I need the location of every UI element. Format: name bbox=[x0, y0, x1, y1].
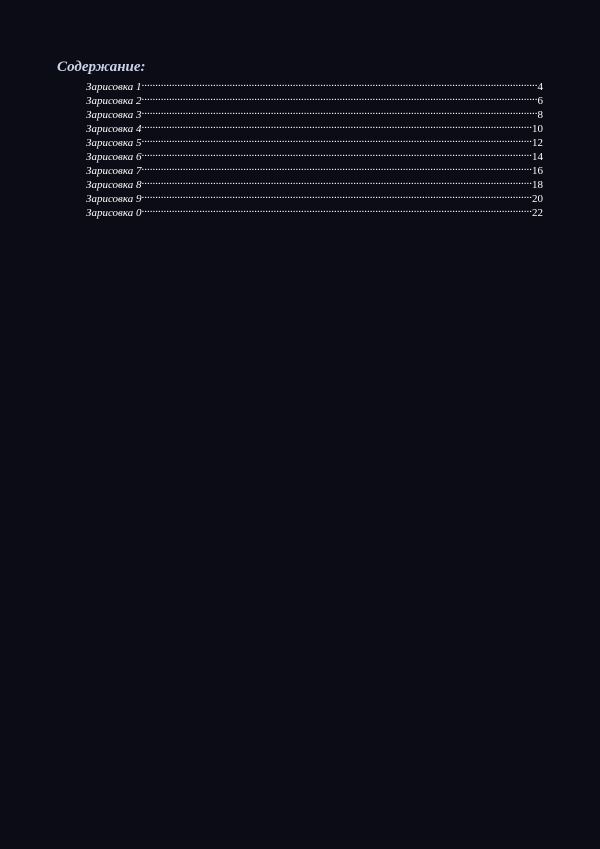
toc-entry-label: Зарисовка 4 bbox=[86, 123, 142, 135]
toc-entry-label: Зарисовка 0 bbox=[86, 207, 142, 219]
toc-entry-label: Зарисовка 5 bbox=[86, 137, 142, 149]
table-of-contents bbox=[57, 58, 543, 219]
toc-dot-leader bbox=[141, 188, 532, 202]
toc-entry-label: Зарисовка 7 bbox=[86, 165, 142, 177]
toc-entry-page: 20 bbox=[532, 193, 543, 205]
toc-list bbox=[57, 76, 543, 219]
toc-entry[interactable] bbox=[86, 118, 543, 135]
toc-entry-page: 4 bbox=[537, 81, 543, 93]
toc-entry[interactable] bbox=[86, 132, 543, 149]
toc-dot-leader bbox=[141, 160, 532, 174]
toc-entry-page: 18 bbox=[532, 179, 543, 191]
toc-entry-label: Зарисовка 8 bbox=[86, 179, 142, 191]
toc-entry[interactable] bbox=[86, 76, 543, 93]
toc-dot-leader bbox=[141, 146, 532, 160]
toc-entry[interactable] bbox=[86, 188, 543, 205]
toc-entry[interactable] bbox=[86, 90, 543, 107]
toc-dot-leader bbox=[141, 132, 532, 146]
toc-dot-leader bbox=[141, 90, 537, 104]
toc-entry[interactable] bbox=[86, 160, 543, 177]
toc-entry[interactable] bbox=[86, 104, 543, 121]
toc-entry-label: Зарисовка 6 bbox=[86, 151, 142, 163]
toc-entry-page: 12 bbox=[532, 137, 543, 149]
toc-entry-page: 10 bbox=[532, 123, 543, 135]
toc-entry[interactable] bbox=[86, 202, 543, 219]
toc-title: Содержание: bbox=[57, 59, 146, 75]
toc-entry-page: 16 bbox=[532, 165, 543, 177]
toc-dot-leader bbox=[141, 104, 537, 118]
toc-entry-page: 8 bbox=[537, 109, 543, 121]
toc-entry-label: Зарисовка 2 bbox=[86, 95, 142, 107]
toc-dot-leader bbox=[141, 202, 532, 216]
toc-dot-leader bbox=[141, 76, 537, 90]
toc-entry[interactable] bbox=[86, 146, 543, 163]
toc-dot-leader bbox=[141, 174, 532, 188]
toc-entry-page: 14 bbox=[532, 151, 543, 163]
toc-entry-page: 6 bbox=[537, 95, 543, 107]
toc-entry-label: Зарисовка 9 bbox=[86, 193, 142, 205]
toc-entry-page: 22 bbox=[532, 207, 543, 219]
toc-entry-label: Зарисовка 1 bbox=[86, 81, 142, 93]
toc-entry[interactable] bbox=[86, 174, 543, 191]
toc-dot-leader bbox=[141, 118, 532, 132]
toc-entry-label: Зарисовка 3 bbox=[86, 109, 142, 121]
